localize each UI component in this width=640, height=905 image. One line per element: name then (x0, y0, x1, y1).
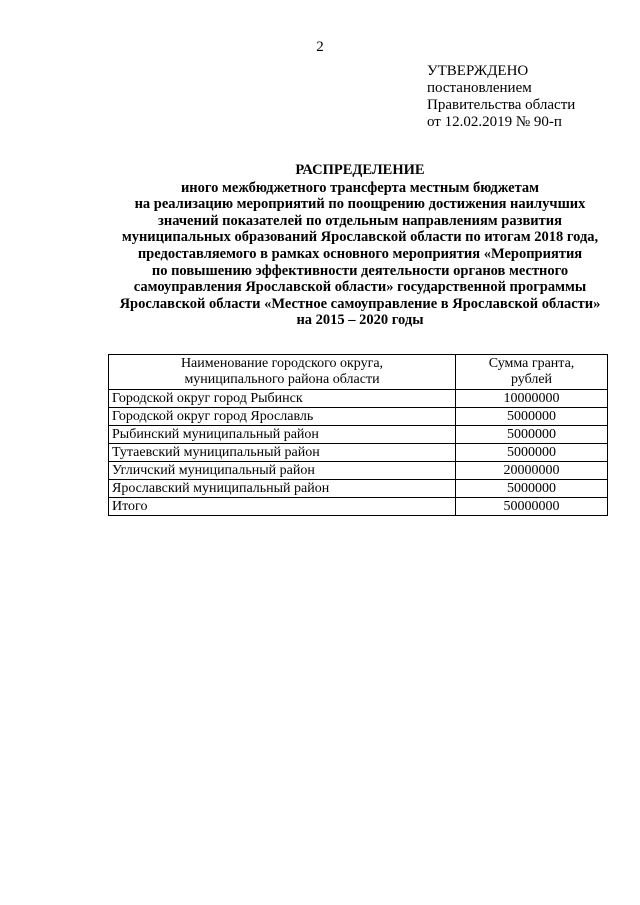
header-name (109, 355, 456, 390)
document-title (60, 162, 640, 329)
header-sum-line2: рублей (510, 372, 553, 387)
row-name: Рыбинский муниципальный район (109, 426, 456, 444)
main-title: РАСПРЕДЕЛЕНИЕ (295, 162, 425, 178)
header-name-line1: Наименование городского округа, (180, 356, 384, 371)
row-sum: 50000000 (456, 498, 608, 516)
header-name-line2: муниципального района области (184, 372, 380, 387)
approval-stamp (427, 63, 627, 131)
row-name: Угличский муниципальный район (109, 462, 456, 480)
title-line: по повышению эффективности деятельности органов местного (151, 262, 569, 279)
table-row-total (109, 498, 608, 516)
title-line: Ярославской области «Местное самоуправление в Ярославской области» (119, 295, 601, 312)
title-line: предоставляемого в рамках основного мероприятия «Мероприятия (137, 245, 583, 262)
table-row (109, 426, 608, 444)
table-row (109, 462, 608, 480)
approval-line: УТВЕРЖДЕНО (427, 63, 529, 79)
table-row (109, 390, 608, 408)
title-line: значений показателей по отдельным направлениям развития (158, 212, 562, 229)
row-sum: 10000000 (456, 390, 608, 408)
title-line: самоуправления Ярославской области» государственной программы (133, 279, 587, 296)
grant-distribution-table (108, 354, 608, 516)
title-line: на реализацию мероприятий по поощрению достижения наилучших (134, 196, 586, 213)
table-header-row (109, 355, 608, 390)
row-name: Городской округ город Ярославль (109, 408, 456, 426)
header-sum (456, 355, 608, 390)
row-sum: 5000000 (456, 426, 608, 444)
table-row (109, 444, 608, 462)
title-line: иного межбюджетного трансферта местным бюджетам (180, 179, 540, 196)
row-sum: 5000000 (456, 480, 608, 498)
row-name: Тутаевский муниципальный район (109, 444, 456, 462)
header-sum-line1: Сумма гранта, (488, 356, 575, 371)
page-number: 2 (316, 39, 324, 55)
row-name: Ярославский муниципальный район (109, 480, 456, 498)
approval-line: постановлением (427, 80, 532, 96)
title-line: на 2015 – 2020 годы (296, 312, 424, 329)
title-line: муниципальных образований Ярославской области по итогам 2018 года, (121, 229, 599, 246)
table-row (109, 408, 608, 426)
approval-line: Правительства области (427, 97, 576, 113)
approval-line: от 12.02.2019 № 90-п (427, 114, 562, 130)
table-row (109, 480, 608, 498)
row-sum: 20000000 (456, 462, 608, 480)
row-sum: 5000000 (456, 408, 608, 426)
row-name: Итого (109, 498, 456, 516)
row-sum: 5000000 (456, 444, 608, 462)
row-name: Городской округ город Рыбинск (109, 390, 456, 408)
